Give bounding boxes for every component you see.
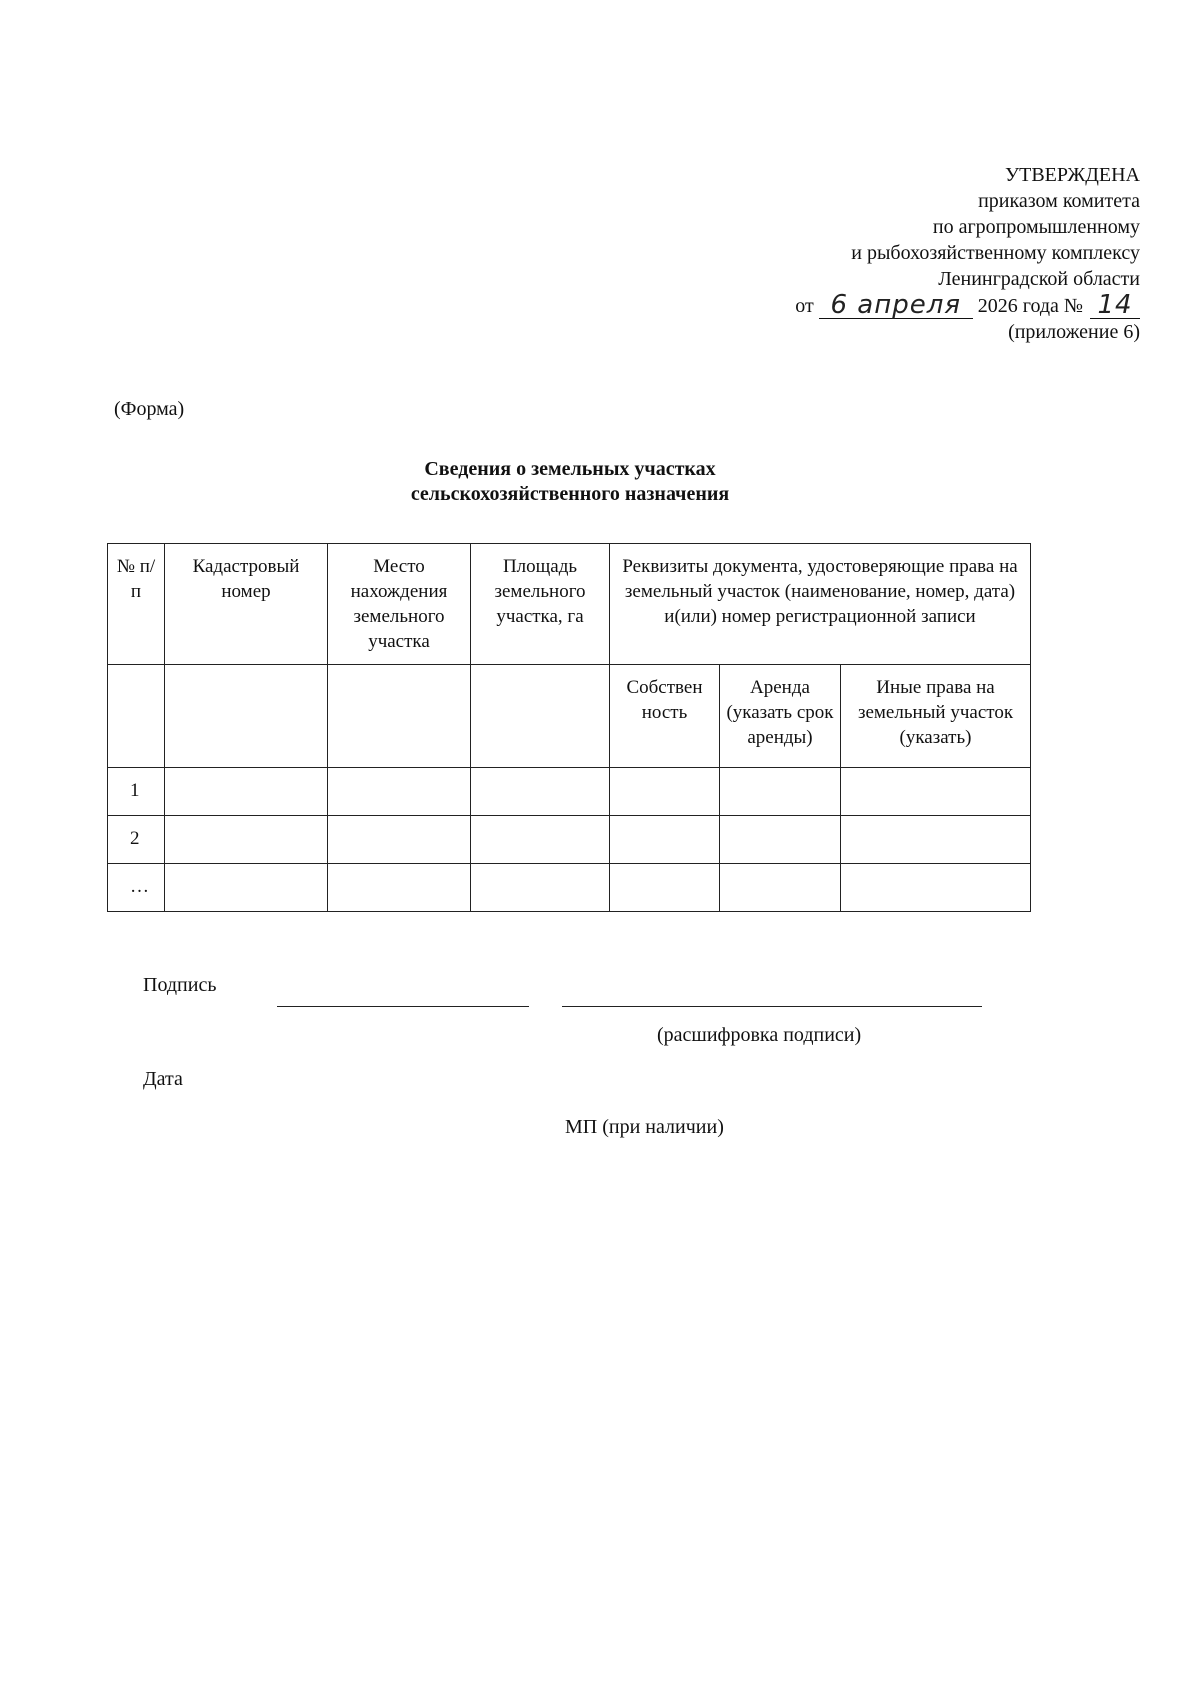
approval-heading: УТВЕРЖДЕНА [1004,164,1140,186]
empty-cell [108,665,165,768]
table-cell [471,768,610,816]
signature-label: Подпись [143,974,217,996]
land-plots-table [107,543,1031,912]
table-header-row [108,544,1031,665]
table-cell [165,816,328,864]
table-cell [328,816,471,864]
table-cell [165,864,328,912]
table-cell [720,864,841,912]
table-subheader-row [108,665,1031,768]
header-requisites: Реквизиты документа, удостоверяющие права на земельный участок (наименование, номер, дата) и(или) номер регистрационной записи [610,544,1031,665]
signature-line [277,1006,529,1007]
subheader-lease: Аренда (указать срок аренды) [720,665,841,768]
row-number: … [108,864,165,912]
table-row [108,816,1031,864]
approval-date-line [795,292,1140,319]
table-cell [165,768,328,816]
table-cell [841,768,1031,816]
handwritten-date: 6 апреля [819,292,973,319]
approval-line-2: по агропромышленному [932,216,1140,238]
approval-line-4: Ленинградской области [938,268,1140,290]
table-cell [841,864,1031,912]
from-label: от [795,295,814,317]
document-title [200,457,940,507]
header-num: № п/п [108,544,165,665]
approval-line-1: приказом комитета [978,190,1140,212]
year-text: 2026 года № [977,295,1083,317]
subheader-ownership: Собствен ность [610,665,720,768]
approval-block [795,162,1140,345]
empty-cell [471,665,610,768]
empty-cell [328,665,471,768]
table-cell [720,816,841,864]
form-label: (Форма) [114,398,185,420]
stamp-label: МП (при наличии) [565,1116,724,1138]
row-number: 2 [108,816,165,864]
header-cadastral: Кадастровый номер [165,544,328,665]
table-cell [610,864,720,912]
signature-decode-line [562,1006,982,1007]
approval-appendix: (приложение 6) [1008,321,1140,343]
header-location: Место нахождения земельного участка [328,544,471,665]
table-row [108,864,1031,912]
table-cell [328,864,471,912]
table-row [108,768,1031,816]
empty-cell [165,665,328,768]
signature-decode-caption: (расшифровка подписи) [657,1024,862,1046]
table-cell [471,816,610,864]
approval-line-3: и рыбохозяйственному комплексу [851,242,1140,264]
table-cell [610,768,720,816]
handwritten-number: 14 [1090,292,1140,319]
table-cell [841,816,1031,864]
table-cell [610,816,720,864]
table-cell [328,768,471,816]
table-cell [471,864,610,912]
date-label: Дата [143,1068,183,1090]
subheader-other-rights: Иные права на земельный участок (указать) [841,665,1031,768]
header-area: Площадь земельного участка, га [471,544,610,665]
table-cell [720,768,841,816]
row-number: 1 [108,768,165,816]
title-line-2: сельскохозяйственного назначения [410,483,730,505]
title-line-1: Сведения о земельных участках [424,458,716,480]
